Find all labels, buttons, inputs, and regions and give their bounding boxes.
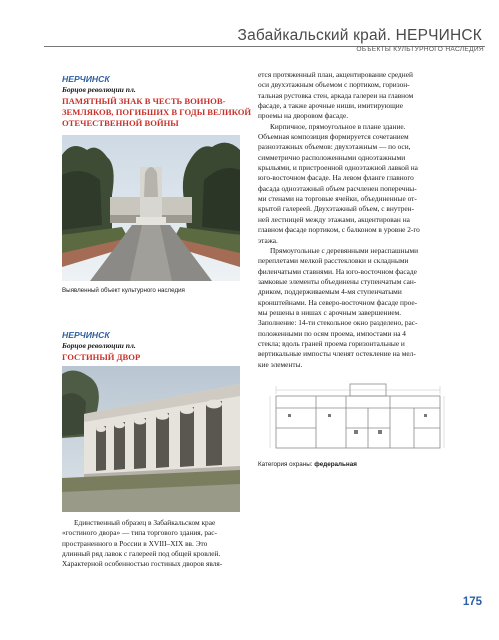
object1-caption: Выявленный объект культурного наследия [62,287,185,294]
text-line: вертикальные импосты членят остекление на мел- [258,349,416,359]
object1-city: НЕРЧИНСК [62,74,110,84]
text-line: крытой галереей. Двухэтажный объем, с внутрен- [258,204,415,214]
text-line: симметрично расположенными одноэтажными [258,152,406,162]
object1-title-line: ОТЕЧЕСТВЕННОЙ ВОЙНЫ [62,118,179,128]
text-line: главном фасаде портиком, с балконом в уровне 2-го [258,225,420,235]
text-line: оси двухэтажным объемом с портиком, горизон- [258,80,410,90]
object1-title-line: ЗЕМЛЯКОВ, ПОГИБШИХ В ГОДЫ ВЕЛИКОЙ [62,107,252,117]
text-line: ней лестницей между этажами, акцентирован на [258,214,410,224]
text-line: разноэтажных объемов: двухэтажным — по оси, [258,142,411,152]
page-number: 175 [462,596,482,608]
paragraph [258,122,444,246]
object2-city: НЕРЧИНСК [62,330,110,340]
text-line: стекла; вдоль граней проема горизонтальные и [258,338,405,348]
text-line: положенными по осям проема, импостами на 4 [258,328,406,338]
object2-title: ГОСТИНЫЙ ДВОР [62,352,141,362]
text-line: этажа. [258,235,278,245]
text-line: Кирпичное, прямоугольное в плане здание. [270,121,406,131]
text-line: ми стенами на торговые ячейки, объединенные от- [258,194,417,204]
text-line: Прямоугольные с деревянными нераспашными [270,245,419,255]
text-line: кронштейнами. На северо-восточном фасаде прое- [258,297,418,307]
text-line: фасаде, а также арочные ниши, имитирующие [258,101,403,111]
text-line: проемы на дворовом фасаде. [258,111,349,121]
protection-category-label: Категория охраны: [258,461,313,468]
object1-title [62,96,262,129]
text-line: ется протяженный план, акцентирование средней [258,70,413,79]
text-line: пространенного в России в XVIII–XIX вв. Это [62,538,208,548]
text-line: мы решены в нишах с арочным завершением. [258,307,402,317]
object1-address: Борцов революции пл. [62,85,136,94]
text-line: длинный ряд лавок с галереей под общей кровлей. [62,549,221,559]
memorial-photo [62,135,240,281]
paragraph [258,70,444,122]
text-line: Заполнение: 14-ти стекольное окно разделено, рас- [258,318,418,328]
text-line: «гостиного двора» — типа торгового здания, рас- [62,528,217,538]
object1-title-line: ПАМЯТНЫЙ ЗНАК В ЧЕСТЬ ВОИНОВ- [62,96,226,106]
text-line: Объемная композиция формируется сочетанием [258,132,409,142]
text-line: тальная рустовка стен, аркада галереи на главном [258,90,414,100]
trading-rows-photo [62,366,240,512]
text-line: юго-восточном фасаде. На левом фланге главного [258,173,414,183]
text-line: дриком, поддерживаемым 4-мя ступенчатыми [258,287,402,297]
description-continued [258,70,444,370]
text-line: переплетами мелкой расстекловки и складными [258,256,409,266]
running-header-subtitle: ОБЪЕКТЫ КУЛЬТУРНОГО НАСЛЕДИЯ [356,46,484,53]
text-line: филенчатыми ставнями. На юго-восточном фасаде [258,266,417,276]
description-intro [62,518,240,570]
paragraph [258,246,444,370]
text-line: Единственный образец в Забайкальском крае [74,518,216,527]
text-line: фасада одноэтажный объем расчленен поперечны- [258,183,417,193]
text-line: кие элементы. [258,359,303,369]
object2-address: Борцов революции пл. [62,341,136,350]
protection-category-value: федеральная [314,461,357,468]
running-header-title: Забайкальский край. НЕРЧИНСК [237,27,482,44]
protection-category [258,461,357,468]
text-line: замковые элементы объединены ступенчатым сан- [258,276,417,286]
text-line: Характерной особенностью гостиных дворов явля- [62,559,223,569]
text-line: крыльями, и пристроенной одноэтажной лавкой на [258,163,418,173]
floor-plan-drawing [268,380,448,458]
